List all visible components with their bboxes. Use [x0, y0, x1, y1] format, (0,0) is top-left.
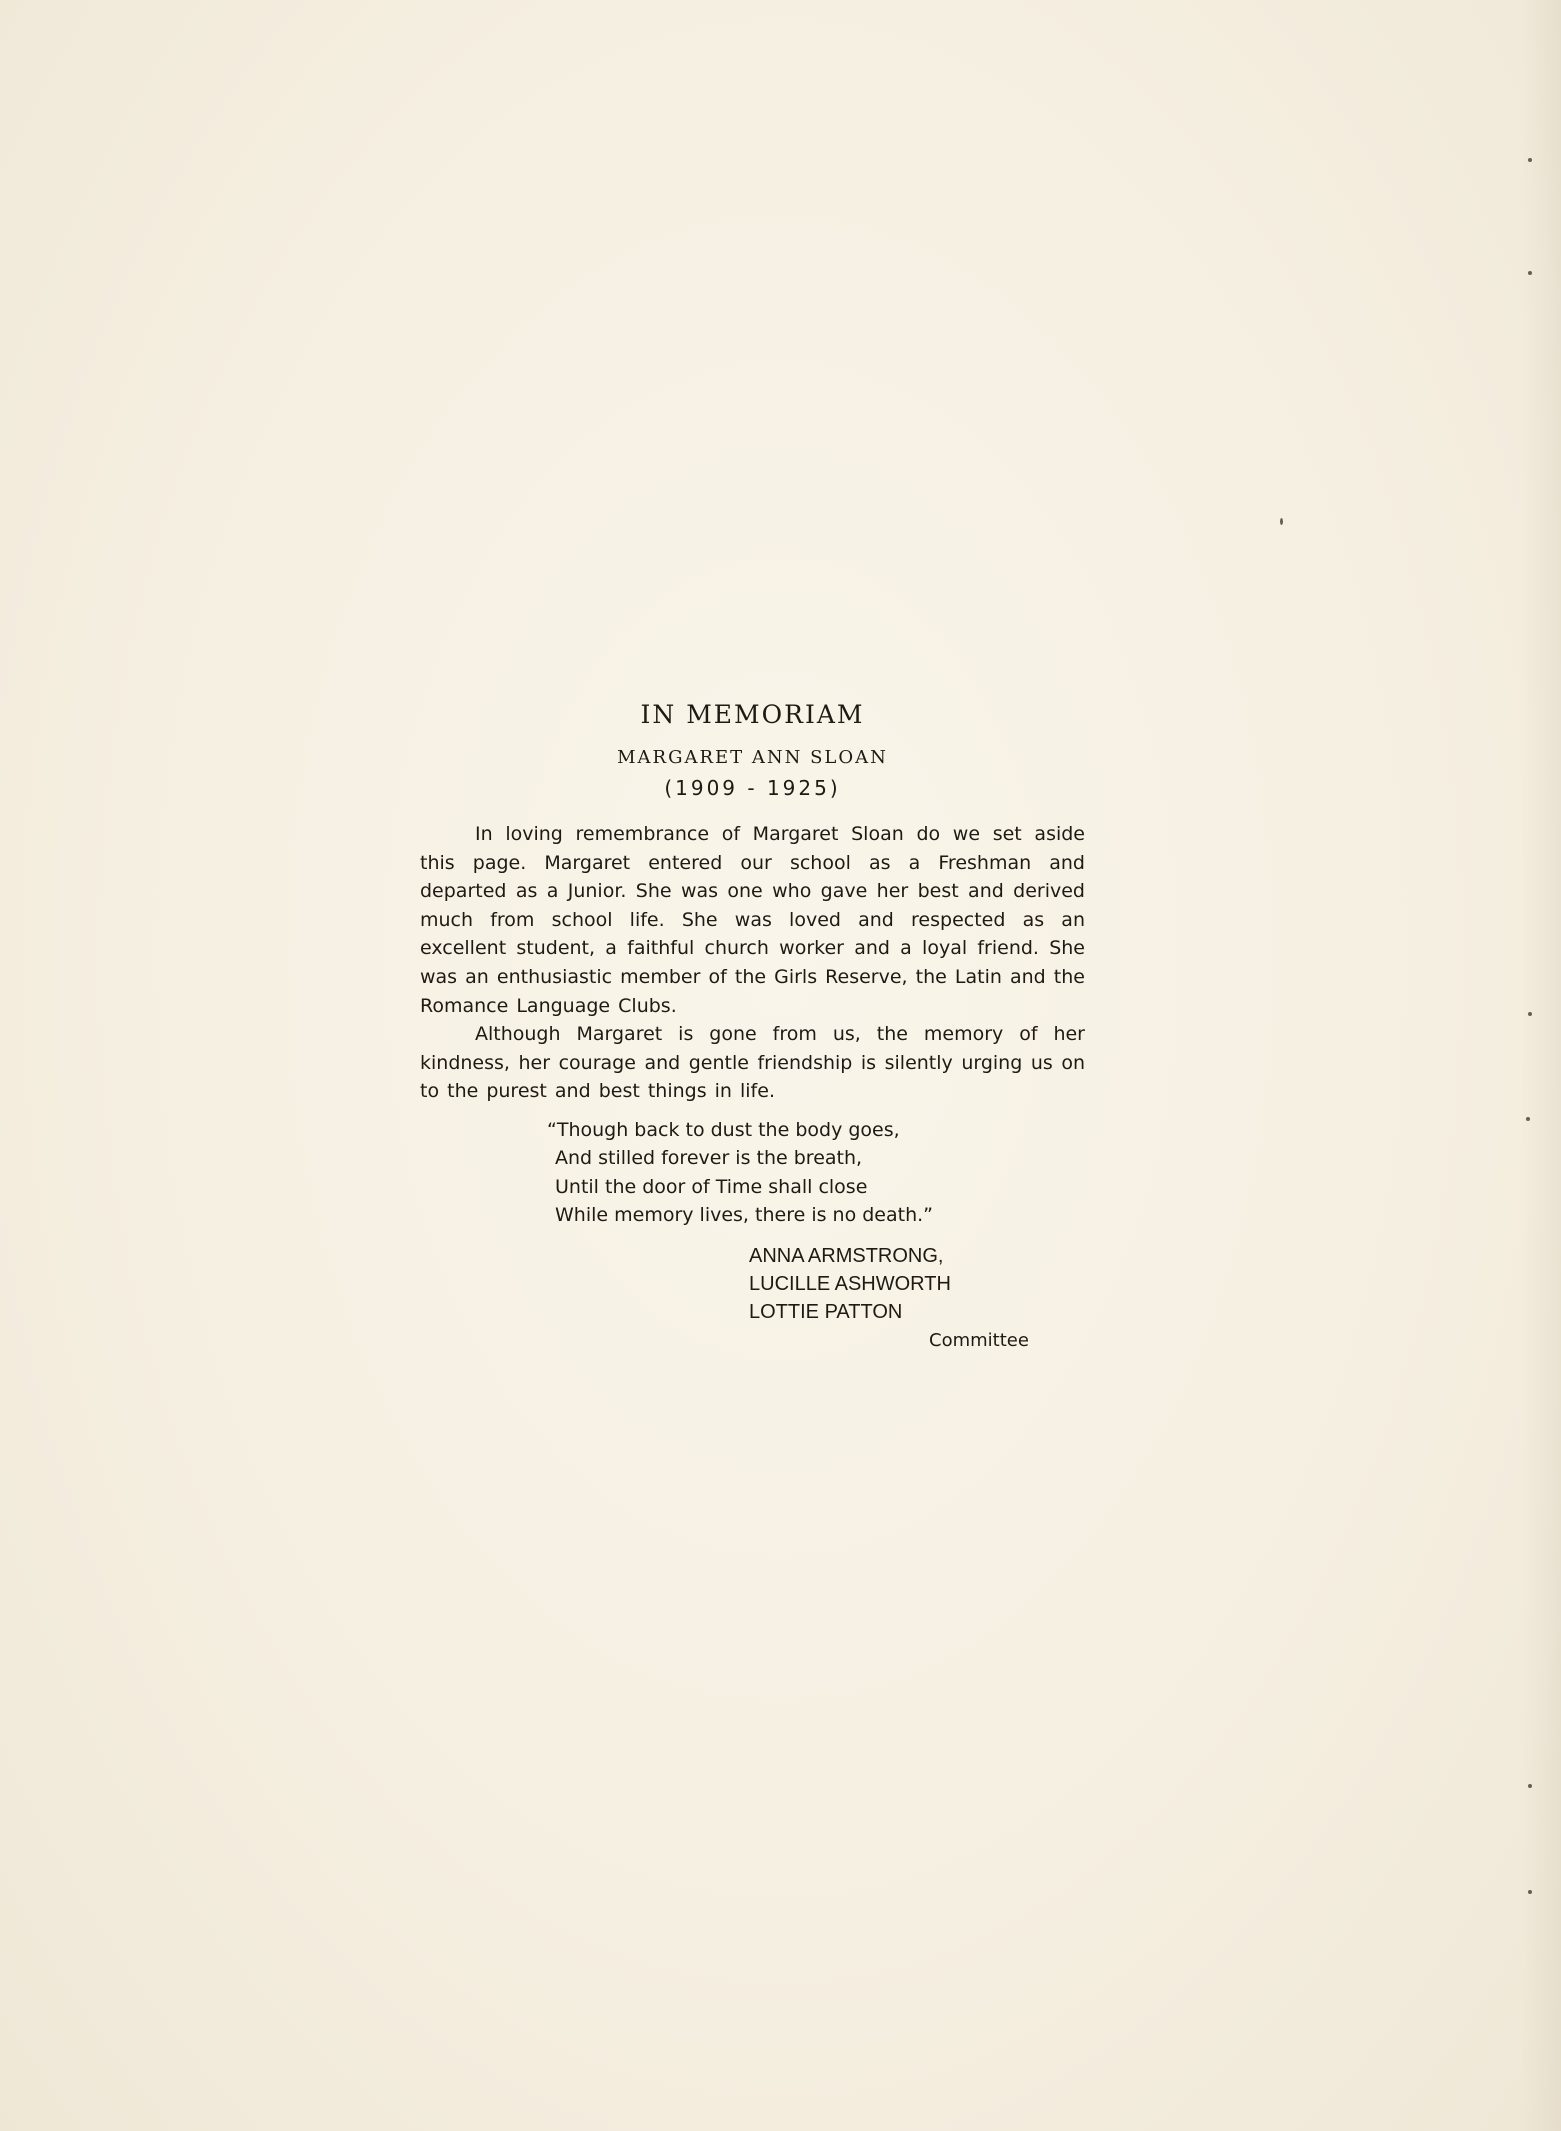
signer-name: ANNA ARMSTRONG, — [749, 1244, 944, 1267]
binding-hole-mark — [1280, 518, 1283, 525]
binding-hole-mark — [1528, 158, 1532, 162]
page-edge-shadow — [1521, 0, 1561, 2131]
binding-hole-mark — [1528, 1784, 1532, 1788]
signer-name: LOTTIE PATTON — [749, 1300, 903, 1323]
binding-hole-mark — [1526, 1117, 1530, 1121]
memorial-heading: IN MEMORIAM — [640, 700, 865, 729]
deceased-name: MARGARET ANN SLOAN — [617, 747, 888, 768]
poem-line: While memory lives, there is no death.” — [555, 1204, 934, 1227]
signer-name: LUCILLE ASHWORTH — [749, 1272, 951, 1295]
binding-hole-mark — [1528, 1012, 1532, 1016]
poem-line: Until the door of Time shall close — [555, 1175, 868, 1198]
binding-hole-mark — [1528, 1890, 1532, 1894]
memorial-poem — [547, 1116, 1085, 1230]
committee-signers — [749, 1242, 1085, 1326]
tribute-paragraph: In loving remembrance of Margaret Sloan do we set aside this page. Margaret entered our school as a Freshman and departed as a Junior. She was one who gave her best and derived much from school life. She was loved and respected as an excellent student, a faithful church worker and a loyal friend. She was an enthusiastic member of the Girls Reserve, the Latin and the Romance Language Clubs. — [420, 823, 1085, 1017]
binding-hole-mark — [1528, 271, 1532, 275]
poem-line: “Though back to dust the body goes, — [547, 1118, 900, 1141]
life-years: (1909 - 1925) — [664, 776, 841, 800]
tribute-paragraph: Although Margaret is gone from us, the memory of her kindness, her courage and gentle friendship is silently urging us on to the purest and best things in life. — [420, 1023, 1085, 1103]
committee-label: Committee — [929, 1329, 1029, 1351]
poem-line: And stilled forever is the breath, — [555, 1147, 863, 1170]
memorial-content — [420, 700, 1085, 1351]
